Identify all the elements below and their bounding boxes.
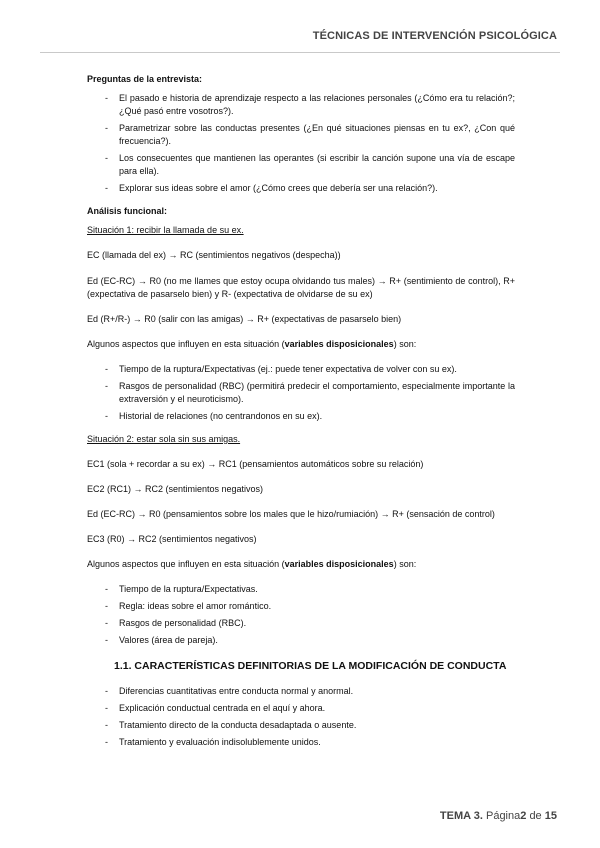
header-divider (40, 52, 560, 53)
aspects-bold-text: variables disposicionales (284, 338, 394, 349)
situation-2-line: EC1 (sola + recordar a su ex) → RC1 (pensamientos automáticos sobre su relación) (87, 458, 424, 469)
situation-2-title: Situación 2: estar sola sin sus amigas. (87, 433, 241, 444)
footer-of: de (529, 810, 542, 822)
list-item: - Historial de relaciones (no centrandonos en su ex). (87, 410, 515, 423)
list-item: - Tratamiento directo de la conducta desadaptada o ausente. (87, 719, 515, 732)
situation-1-aspects-intro (87, 338, 515, 351)
interview-heading: Preguntas de la entrevista: (87, 74, 203, 84)
list-item: - Explorar sus ideas sobre el amor (¿Cómo crees que debería ser una relación?). (87, 182, 515, 195)
situation-1-line: EC (llamada del ex) → RC (sentimientos negativos (despecha)) (87, 250, 341, 261)
page-content (87, 73, 515, 759)
situation-2-line: EC3 (R0) → RC2 (sentimientos negativos) (87, 534, 257, 545)
list-item: - Rasgos de personalidad (RBC) (permitirá predecir el comportamiento, especialmente importante la extraversión y el neuroticismo). (87, 380, 515, 406)
list-item: - Tiempo de la ruptura/Expectativas. (87, 583, 515, 596)
list-item: - Tratamiento y evaluación indisolublemente unidos. (87, 736, 515, 749)
situation-2-aspects-list (87, 583, 515, 647)
list-item: - Rasgos de personalidad (RBC). (87, 617, 515, 630)
list-item: - Tiempo de la ruptura/Expectativas (ej.: puede tener expectativa de volver con su ex). (87, 363, 515, 376)
situation-1-aspects-list (87, 363, 515, 423)
section-list (87, 685, 515, 749)
situation-1-title: Situación 1: recibir la llamada de su ex. (87, 225, 244, 236)
document-header-title: TÉCNICAS DE INTERVENCIÓN PSICOLÓGICA (312, 30, 557, 42)
situation-2-line: Ed (EC-RC) → R0 (pensamientos sobre los males que le hizo/rumiación) → R+ (sensación de control) (87, 509, 495, 520)
list-item: - Valores (área de pareja). (87, 634, 515, 647)
section-title: 1.1. CARACTERÍSTICAS DEFINITORIAS DE LA MODIFICACIÓN DE CONDUCTA (114, 660, 507, 673)
list-item: - Explicación conductual centrada en el aquí y ahora. (87, 702, 515, 715)
aspects-text: Algunos aspectos que influyen en esta situación ( (87, 559, 285, 570)
footer-tema: TEMA 3. (439, 810, 483, 822)
situation-2-line: EC2 (RC1) → RC2 (sentimientos negativos) (87, 483, 264, 494)
list-item: - Parametrizar sobre las conductas presentes (¿En qué situaciones piensas en tu ex?, ¿Con qué frecuencia?). (87, 122, 515, 148)
list-item: - El pasado e historia de aprendizaje respecto a las relaciones personales (¿Cómo era tu relación?; ¿Qué pasó entre vosotros?). (87, 92, 515, 118)
situation-1-line: Ed (EC-RC) → R0 (no me llames que estoy ocupa olvidando tus males) → R+ (sentimiento de control), R+ (expectativa de pasarselo bien) y R- (expectativa de olvidarse de su ex) (87, 275, 515, 299)
interview-list (87, 92, 515, 195)
footer-page-label: Página (485, 810, 521, 822)
list-item: - Los consecuentes que mantienen las operantes (si escribir la canción supone una vía de escape para ella). (87, 152, 515, 178)
situation-1-line: Ed (R+/R-) → R0 (salir con las amigas) → R+ (expectativas de pasarselo bien) (87, 313, 402, 324)
page-footer (440, 810, 557, 822)
list-item: - Regla: ideas sobre el amor romántico. (87, 600, 515, 613)
aspects-text: ) son: (393, 559, 417, 570)
footer-page-number: 2 (520, 810, 527, 822)
footer-total-pages: 15 (544, 810, 557, 822)
situation-2-aspects-intro (87, 558, 515, 571)
aspects-text: Algunos aspectos que influyen en esta situación ( (87, 338, 285, 349)
aspects-bold-text: variables disposicionales (284, 559, 394, 570)
analysis-heading: Análisis funcional: (87, 206, 168, 217)
list-item: - Diferencias cuantitativas entre conducta normal y anormal. (87, 685, 515, 698)
aspects-text: ) son: (393, 338, 417, 349)
